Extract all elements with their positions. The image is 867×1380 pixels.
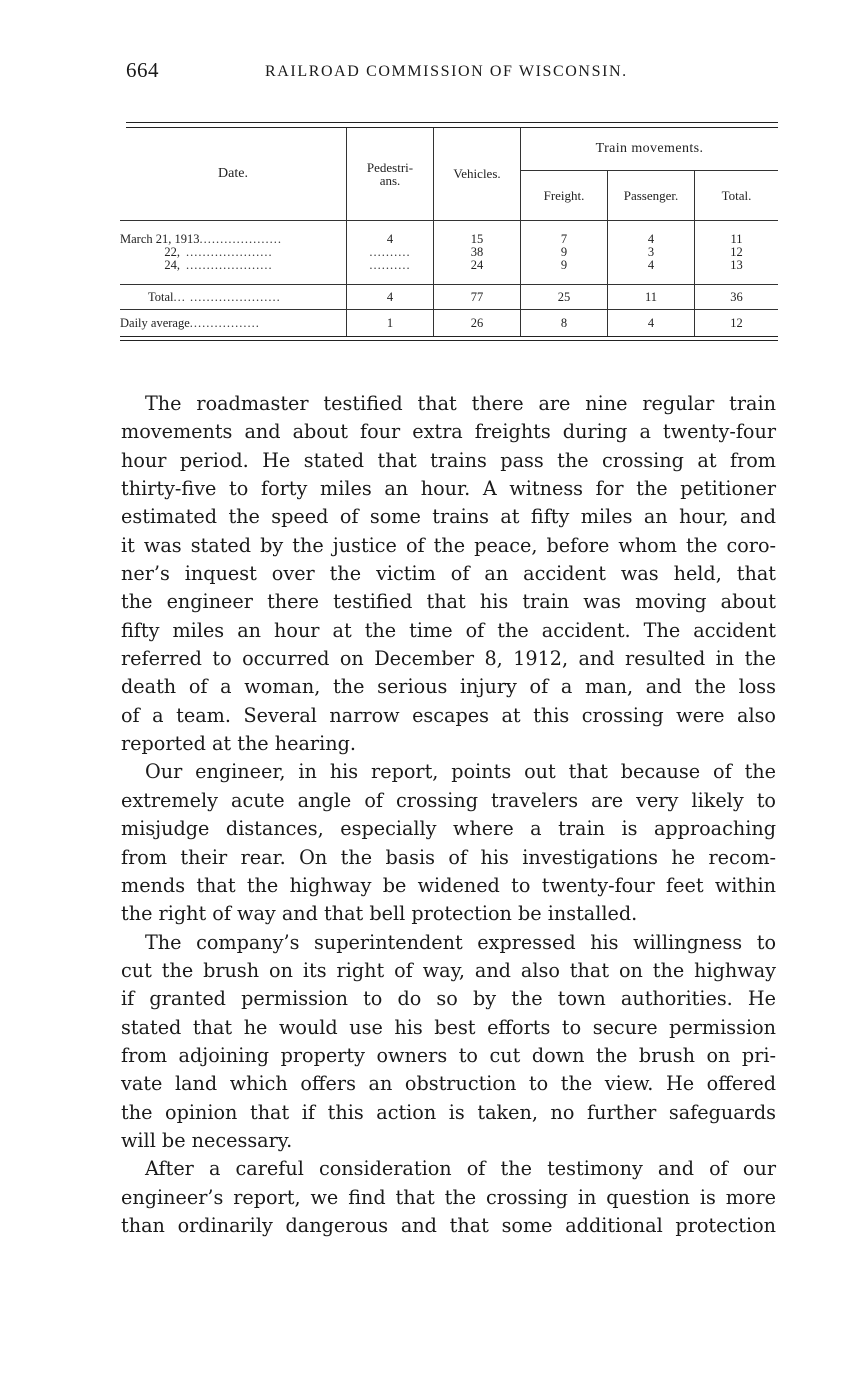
average-vehicles: 26: [434, 310, 521, 337]
text-line: engineer’s report, we find that the crossing in question is more: [121, 1185, 776, 1209]
text-line: thirty-five to forty miles an hour. A witness for the petitioner: [121, 477, 776, 501]
row-pedestrians: 4: [347, 233, 434, 246]
text-line: than ordinarily dangerous and that some additional protection: [121, 1213, 776, 1237]
row-passenger: 4: [608, 259, 695, 272]
text-line: cut the brush on its right of way, and also that on the highway: [121, 958, 776, 982]
text-line: Our engineer, in his report, points out that because of the: [145, 760, 776, 784]
row-passenger: 4: [608, 233, 695, 246]
table-average-row: [120, 310, 778, 337]
total-passenger: 11: [608, 285, 695, 310]
text-line: extremely acute angle of crossing travelers are very likely to: [121, 788, 776, 812]
row-vehicles: 15: [434, 233, 521, 246]
average-freight: 8: [521, 310, 608, 337]
row-vehicles: 24: [434, 259, 521, 272]
text-line: death of a woman, the serious injury of a man, and the loss: [121, 675, 776, 699]
header-passenger: Passenger.: [608, 171, 695, 221]
header-freight: Freight.: [521, 171, 608, 221]
text-line: movements and about four extra freights during a twenty-four: [121, 420, 776, 444]
text-line: misjudge distances, especially where a train is approaching: [121, 817, 776, 841]
row-date: 22, .....................: [120, 246, 347, 259]
text-line: stated that he would use his best efforts to secure permission: [121, 1015, 776, 1039]
text-line: The company’s superintendent expressed his willingness to: [145, 930, 776, 954]
average-total: 12: [695, 310, 779, 337]
header-train-movements: Train movements.: [521, 128, 779, 171]
text-line: After a careful consideration of the testimony and of our: [145, 1157, 776, 1181]
text-line: if granted permission to do so by the town authorities. He: [121, 987, 776, 1011]
row-freight: 9: [521, 246, 608, 259]
row-pedestrians: ..........: [347, 259, 434, 272]
row-total: 11: [730, 232, 743, 246]
row-freight: 9: [521, 259, 608, 272]
text-line: the engineer there testified that his train was moving about: [121, 590, 776, 614]
body-text: [121, 390, 776, 1240]
header-pedestrians-line1: Pedestri-: [366, 160, 414, 175]
text-line: the opinion that if this action is taken, no further safeguards: [121, 1100, 776, 1124]
row-total: 13: [730, 258, 743, 272]
total-total: 36: [695, 285, 779, 310]
average-label: Daily average.................: [120, 310, 347, 337]
header-pedestrians-line2: ans.: [379, 173, 401, 188]
row-passenger: 3: [608, 246, 695, 259]
table-bottom-rule: [120, 336, 778, 341]
running-head: RAILROAD COMMISSION OF WISCONSIN.: [265, 63, 628, 80]
train-movement-table: [120, 122, 778, 341]
row-pedestrians: ..........: [347, 246, 434, 259]
text-line: from their rear. On the basis of his investigations he recom-: [121, 845, 776, 869]
text-line: vate land which offers an obstruction to the view. He offered: [121, 1072, 776, 1096]
row-date: March 21, 1913....................: [120, 233, 347, 246]
text-line: ner’s inquest over the victim of an accident was held, that: [121, 562, 776, 586]
total-vehicles: 77: [434, 285, 521, 310]
average-pedestrians: 1: [347, 310, 434, 337]
table-total-row: [120, 285, 778, 310]
row-vehicles: 38: [434, 246, 521, 259]
total-pedestrians: 4: [347, 285, 434, 310]
text-line: The roadmaster testified that there are nine regular train: [145, 392, 776, 415]
text-line: hour period. He stated that trains pass the crossing at from: [121, 448, 776, 472]
text-line: fifty miles an hour at the time of the accident. The accident: [121, 618, 776, 642]
row-freight: 7: [521, 233, 608, 246]
average-passenger: 4: [608, 310, 695, 337]
text-line: referred to occurred on December 8, 1912, and resulted in the: [121, 647, 776, 671]
row-total: 12: [730, 245, 743, 259]
total-freight: 25: [521, 285, 608, 310]
text-line: from adjoining property owners to cut down the brush on pri-: [121, 1043, 776, 1067]
header-total: Total.: [695, 171, 779, 221]
table-row: [120, 259, 778, 272]
text-line: mends that the highway be widened to twenty-four feet within: [121, 873, 776, 897]
text-line: estimated the speed of some trains at fifty miles an hour, and: [121, 505, 776, 529]
row-date: 24, .....................: [120, 259, 347, 272]
page-number: 664: [126, 58, 159, 82]
total-label: Total... ......................: [120, 285, 347, 310]
text-line: reported at the hearing.: [121, 732, 356, 756]
text-line: it was stated by the justice of the peace, before whom the coro-: [121, 533, 776, 557]
text-line: the right of way and that bell protection be installed.: [121, 902, 638, 926]
text-line: will be necessary.: [121, 1128, 293, 1152]
header-date: Date.: [120, 128, 347, 221]
header-vehicles: Vehicles.: [434, 128, 521, 221]
text-line: of a team. Several narrow escapes at this crossing were also: [121, 703, 776, 727]
header-pedestrians: [347, 128, 434, 221]
